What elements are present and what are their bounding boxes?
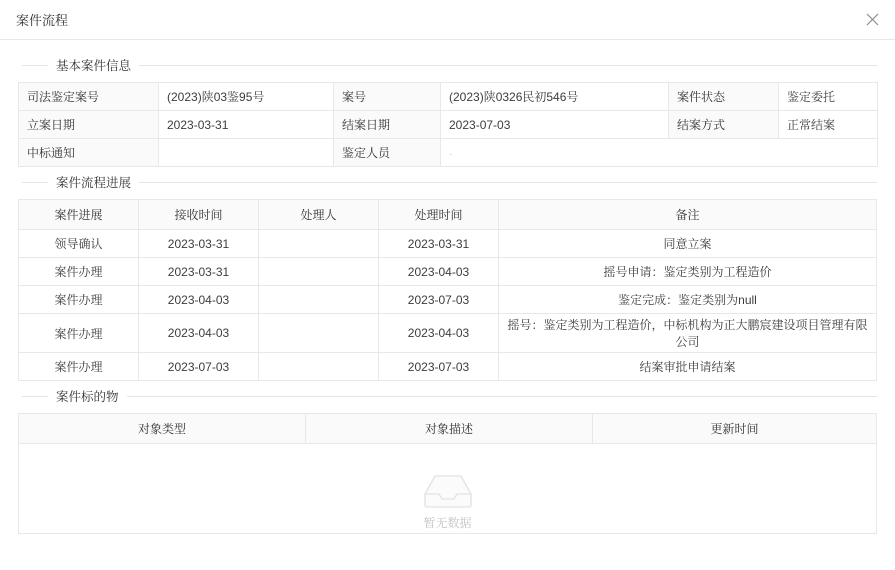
field-label: 鉴定人员 [334,139,441,167]
column-header: 备注 [499,200,877,230]
column-header: 更新时间 [593,414,877,444]
cell-receive-time: 2023-07-03 [139,353,259,381]
column-header: 对象描述 [306,414,593,444]
column-header: 对象类型 [19,414,306,444]
field-value: 2023-07-03 [441,111,669,139]
field-label: 案件状态 [669,83,779,111]
cell-progress: 领导确认 [19,230,139,258]
cell-remark: 摇号：鉴定类别为工程造价，中标机构为正大鹏宸建设项目管理有限公司 [499,314,877,353]
table-row [19,230,877,258]
cell-receive-time: 2023-04-03 [139,286,259,314]
cell-handler [259,314,379,353]
field-value: 鉴定委托 [779,83,878,111]
table-row [19,353,877,381]
cell-progress: 案件办理 [19,258,139,286]
table-row [19,111,878,139]
table-header-row [19,414,877,444]
cell-receive-time: 2023-04-03 [139,314,259,353]
table-header-row [19,200,877,230]
field-label: 案号 [334,83,441,111]
divider-right [127,396,877,397]
cell-progress: 案件办理 [19,353,139,381]
section-case-progress [18,173,877,381]
table-row [19,139,878,167]
table-row [19,314,877,353]
page-title: 案件流程 [16,13,69,28]
empty-box-icon [421,472,475,510]
cell-remark: 鉴定完成：鉴定类别为null [499,286,877,314]
cell-remark: 同意立案 [499,230,877,258]
divider-left [22,182,48,183]
cell-remark: 摇号申请：鉴定类别为工程造价 [499,258,877,286]
cell-handler [259,230,379,258]
column-header: 处理人 [259,200,379,230]
table-row [19,258,877,286]
field-value [159,139,334,167]
section-header-progress [18,173,877,191]
cell-remark: 结案审批申请结案 [499,353,877,381]
objects-table [18,413,877,534]
close-icon[interactable] [861,9,883,31]
field-label: 立案日期 [19,111,159,139]
divider-left [22,65,48,66]
cell-handler [259,258,379,286]
placeholder-mark: · [449,148,453,160]
divider-right [139,182,877,183]
field-label: 结案日期 [334,111,441,139]
field-value [441,139,878,167]
section-title-objects: 案件标的物 [56,390,119,404]
field-value: (2023)陕03鉴95号 [159,83,334,111]
table-row [19,286,877,314]
progress-table [18,199,877,381]
basic-info-table [18,82,878,167]
field-value: 2023-03-31 [159,111,334,139]
cell-handle-time: 2023-07-03 [379,286,499,314]
empty-state [19,444,877,534]
cell-handle-time: 2023-03-31 [379,230,499,258]
cell-handle-time: 2023-07-03 [379,353,499,381]
cell-handler [259,286,379,314]
cell-progress: 案件办理 [19,314,139,353]
cell-progress: 案件办理 [19,286,139,314]
column-header: 接收时间 [139,200,259,230]
divider-right [139,65,878,66]
dialog-header [0,0,895,40]
section-title-progress: 案件流程进展 [56,176,132,190]
field-label: 结案方式 [669,111,779,139]
cell-receive-time: 2023-03-31 [139,258,259,286]
field-value: (2023)陕0326民初546号 [441,83,669,111]
field-label: 中标通知 [19,139,159,167]
section-basic-info [18,56,878,167]
empty-state-text: 暂无数据 [423,516,472,530]
dialog-body [0,40,895,534]
table-row [19,83,878,111]
field-value: 正常结案 [779,111,878,139]
column-header: 处理时间 [379,200,499,230]
divider-left [22,396,48,397]
section-case-objects [18,387,877,534]
cell-receive-time: 2023-03-31 [139,230,259,258]
field-label: 司法鉴定案号 [19,83,159,111]
cell-handle-time: 2023-04-03 [379,258,499,286]
section-header-basic-info [18,56,878,74]
cell-handle-time: 2023-04-03 [379,314,499,353]
table-empty-row [19,444,877,534]
cell-handler [259,353,379,381]
column-header: 案件进展 [19,200,139,230]
section-header-objects [18,387,877,405]
section-title-basic-info: 基本案件信息 [56,59,132,73]
